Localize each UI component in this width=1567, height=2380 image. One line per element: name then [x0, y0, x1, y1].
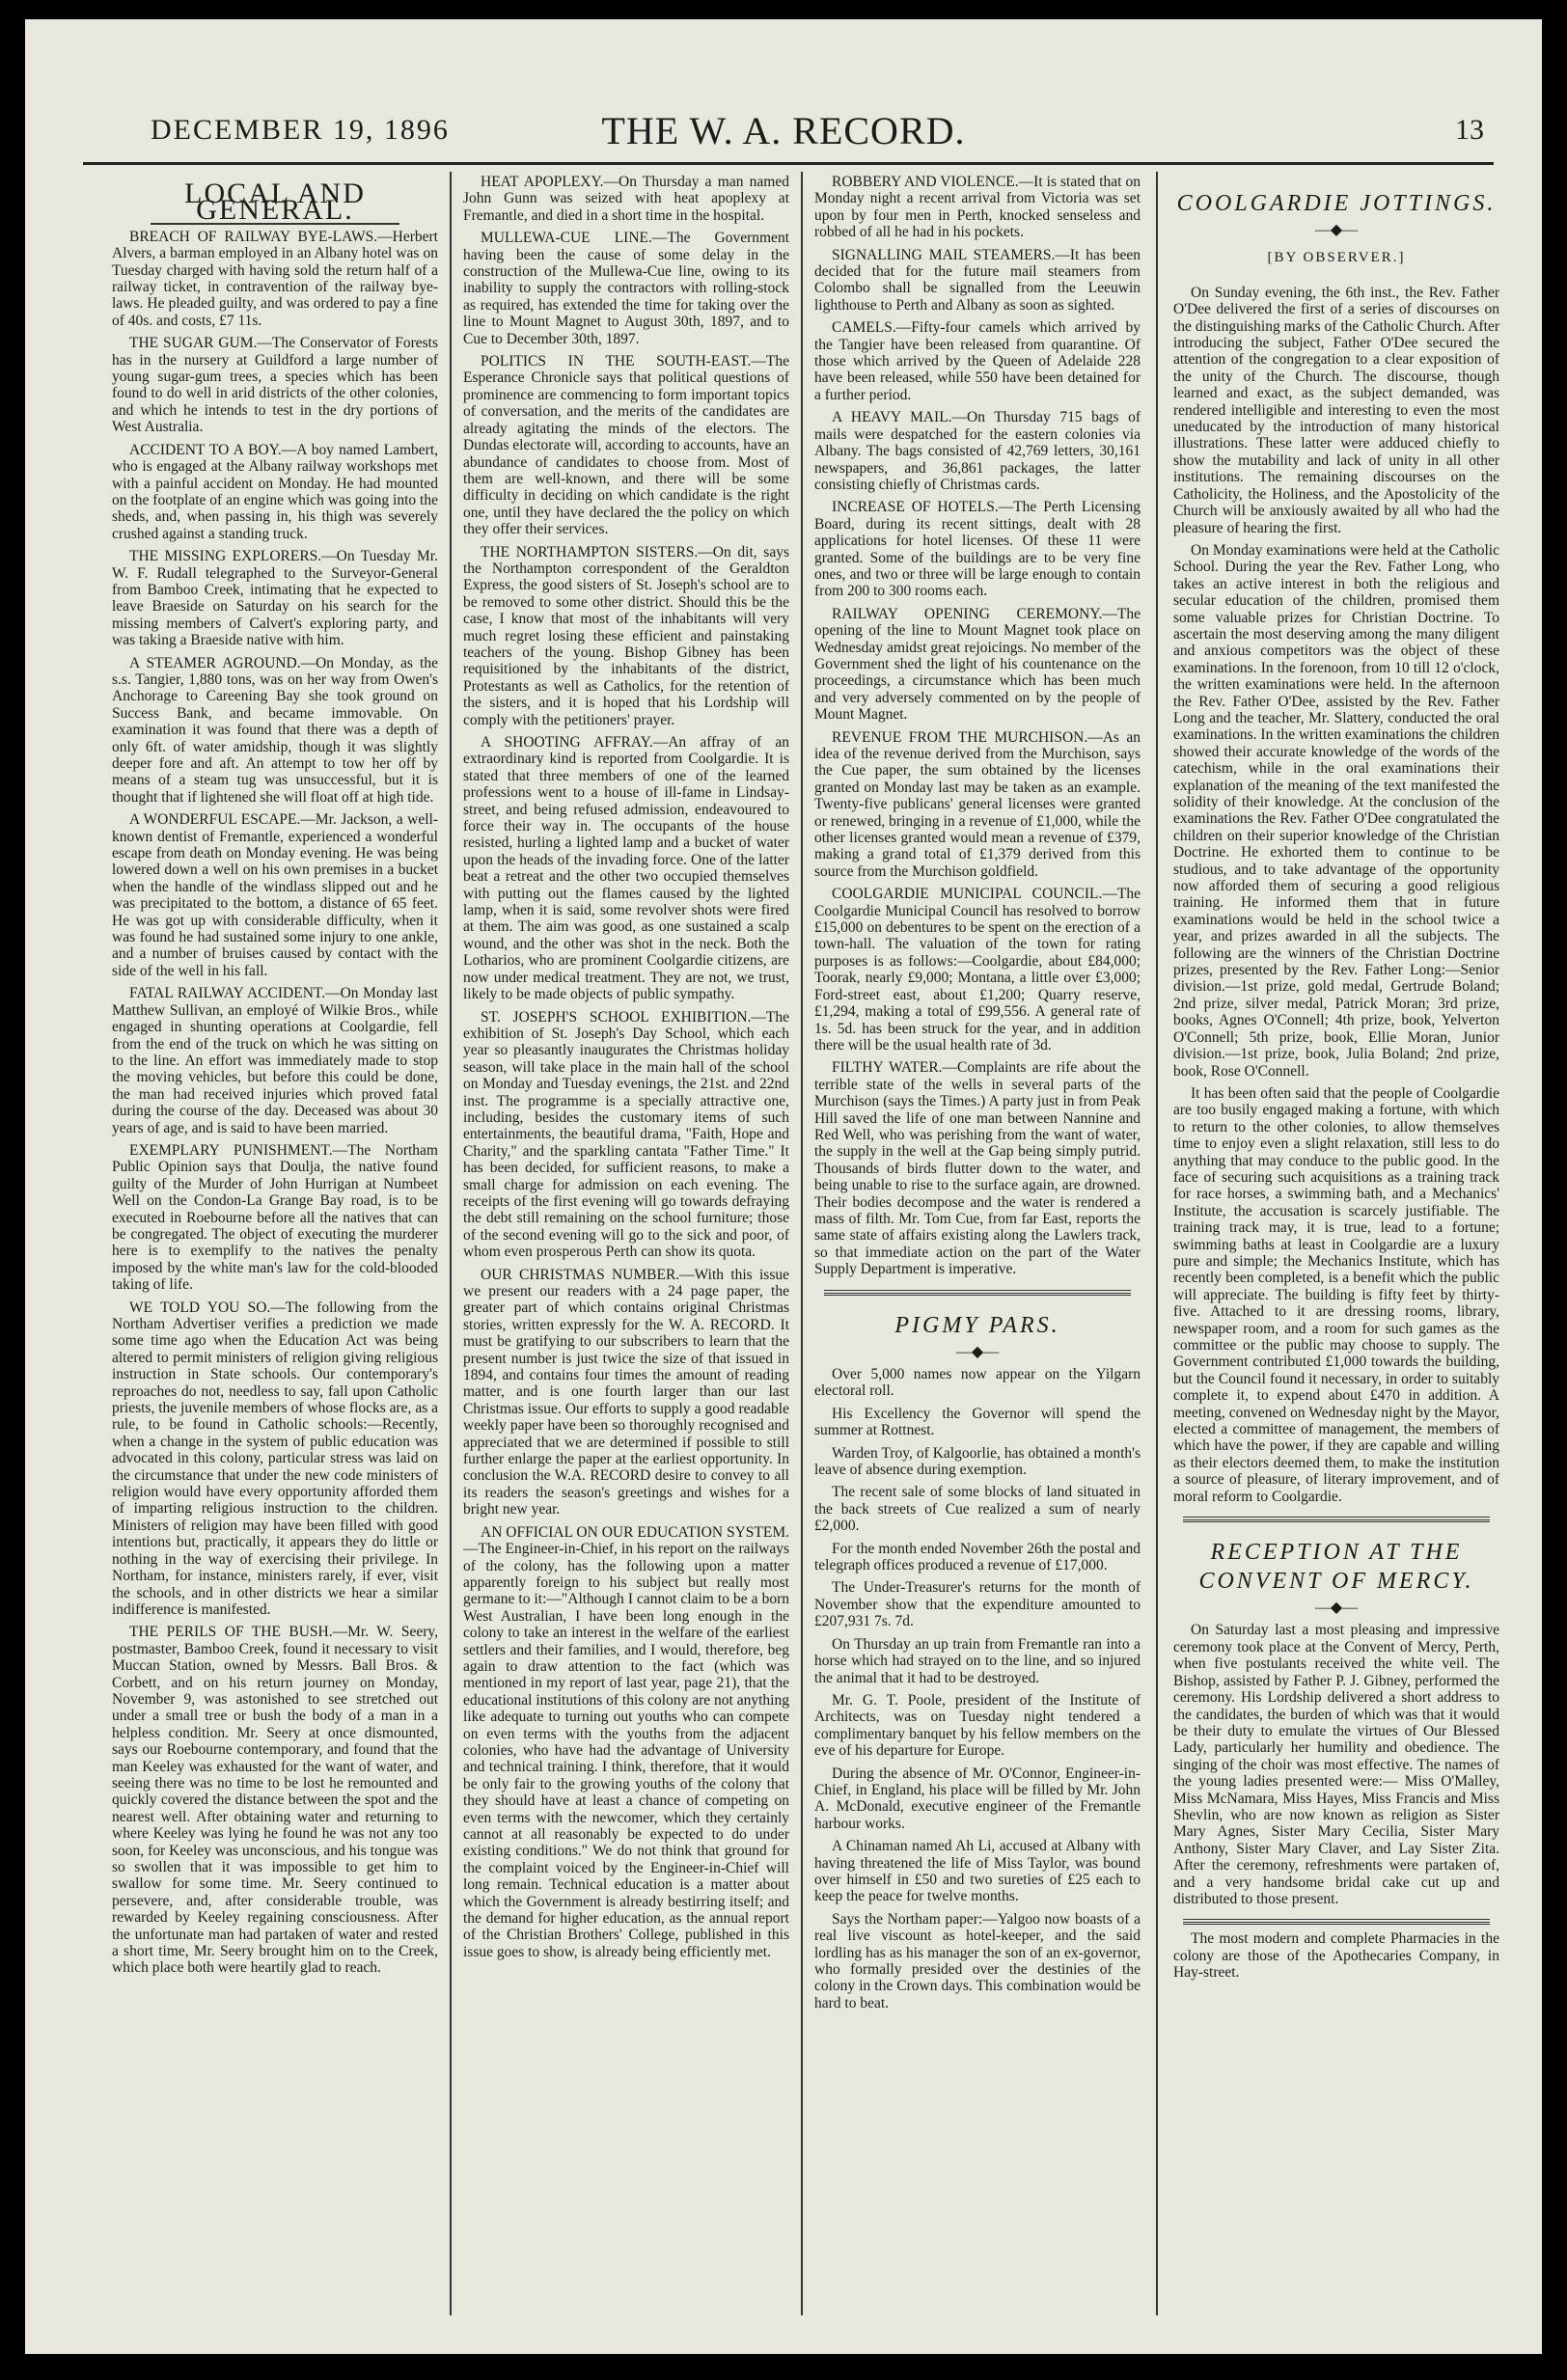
pigmy-pars-title: PIGMY PARS.	[894, 1312, 1060, 1338]
article-paragraph: INCREASE OF HOTELS.—The Perth Licensing Board, during its recent sittings, dealt with 28 applications for hotel licenses. Of these 11 were granted. Some of the buildings are to be very fine ones, and two or three will be large enough to contain from 200 to 300 rooms each.	[814, 499, 1141, 600]
article-paragraph: THE MISSING EXPLORERS.—On Tuesday Mr. W. F. Rudall telegraphed to the Surveyor-General from Bamboo Creek, intimating that he expected to leave Braeside on Saturday on his search for the missing members of Calvert's exploring party, and was taking a Braeside native with him.	[112, 548, 438, 649]
article-paragraph: FILTHY WATER.—Complaints are rife about the terrible state of the wells in several parts of the Murchison (says the Times.) A party just in from Peak Hill saved the life of one man between Nannine and Red Well, who was perishing from the want of water, the supply in the well at the Gap being simply putrid. Thousands of birds flutter down to the water, and being unable to rise to the surface again, are drowned. Their bodies decompose and the water is rendered a mass of filth. Mr. Tom Cue, from far East, reports the same state of affairs existing along the Lawlers track, so that immediate action on the part of the Water Supply Department is imperative.	[814, 1059, 1141, 1278]
column-1	[112, 174, 438, 2315]
article-paragraph: On Saturday last a most pleasing and impressive ceremony took place at the Convent of Mercy, Perth, when five postulants received the white veil. The Bishop, assisted by Father P. J. Gibney, performed the ceremony. His Lordship delivered a short address to the candidates, the burden of which was that it would be their duty to emulate the virtues of Our Blessed Lady, particularly her humility and obedience. The singing of the choir was most effective. The names of the young ladies presented were:— Miss O'Malley, Miss McNamara, Miss Hayes, Miss Francis and Miss Shevlin, who are now known as religion as Sister Mary Agnes, Sister Mary Cecilia, Sister Mary Anthony, Sister Mary Claver, and Lay Sister Zita. After the ceremony, refreshments were partaken of, and a very handsome bridal cake cut up and distributed to those present.	[1173, 1622, 1499, 1907]
newspaper-page	[25, 19, 1542, 2354]
article-paragraph: RAILWAY OPENING CEREMONY.—The opening of the line to Mount Magnet took place on Wednesday amidst great rejoicings. No member of the Government shed the light of his countenance on the proceedings, a circumstance which has been much and very adversely commented on by the people of Mount Magnet.	[814, 605, 1141, 724]
article-paragraph: The recent sale of some blocks of land situated in the back streets of Cue realized a sum of nearly £2,000.	[814, 1484, 1141, 1535]
section-rule	[1183, 1919, 1490, 1925]
article-paragraph: AN OFFICIAL ON OUR EDUCATION SYSTEM.—The Engineer-in-Chief, in his report on the railways of the colony, has the following upon a matter apparently foreign to his subject but really most germane to it:—"Although I cannot claim to be a born West Australian, I have been long enough in the colony to take an interest in the welfare of the earliest settlers and their families, and I would, therefore, beg again to draw attention to the fact (which was mentioned in my report of last year, page 21), that the educational institutions of this colony are not anything like adequate to turning out youths who can compete on even terms with the youths from the adjacent colonies, who have had the advantage of University and technical training. I think, therefore, that it would be only fair to the growing youths of the colony that they should have at least a chance of competing on even terms with the newcomer, which they certainly cannot at all reasonably be expected to do under existing conditions." We do not think that ground for the complaint voiced by the Engineer-in-Chief will long remain. Technical education is a matter about which the Government is already bestirring itself; and the demand for higher education, as the annual report of the Christian Brothers' College, published in this issue goes to show, is already being efficiently met.	[463, 1523, 789, 1960]
column-4	[1173, 174, 1499, 2315]
issue-date: DECEMBER 19, 1896	[151, 114, 450, 146]
article-paragraph: It has been often said that the people of Coolgardie are too busily engaged making a fortune, with which to return to the other colonies, to allow themselves time to enjoy even a slight relaxation, still less to do anything that may conduce to the public good. In the face of securing such acquisitions as a training track for race horses, a swimming bath, and a Mechanics' Institute, the accusation is scarcely justifiable. The training track may, it is true, lead to a fortune; swimming baths at least in Coolgardie are a luxury pure and simple; the Mechanics Institute, which has recently been completed, is a benefit which the public will appreciate. The building is fifty feet by thirty-five. Attached to it are dressing rooms, library, newspaper room, and a room for such games as the committee or the public may choose to supply. The Government contributed £1,000 towards the building, but the Council found it necessary, in order to suitably complete it, to expend about £470 in addition. A meeting, convened on Wednesday night by the Mayor, elected a committee of management, the members of which have the power, if they are capable and willing as their electors deemed them, to make the institution a source of pleasure, of literary improvement, and of moral reform to Coolgardie.	[1173, 1084, 1499, 1505]
article-paragraph: THE PERILS OF THE BUSH.—Mr. W. Seery, postmaster, Bamboo Creek, found it necessary to visit Muccan Station, owned by Messrs. Ball Bros. & Corbett, and on his return journey on Monday, November 9, was astonished to see stretched out under a small tree or bush the body of a man in a helpless condition. Mr. Seery at once dismounted, says our Roebourne contemporary, and found that the man Keeley was exhausted for the want of water, and seeing there was no time to be lost he remounted and quickly covered the distance between the spot and the nearest well. After obtaining water and returning to where Keeley was lying he found he was not any too soon, for Keeley was unconscious, and his tongue was so swollen that it was impossible to get him to swallow for some time. Mr. Seery continued to persevere, and, after considerable trouble, was rewarded by Keeley regaining consciousness. After the unfortunate man had partaken of water and rested a short time, Mr. Seery brought him on to the Creek, which place both were heartily glad to reach.	[112, 1624, 438, 1977]
article-paragraph: CAMELS.—Fifty-four camels which arrived by the Tangier have been released from quarantine. Of those which arrived by the Queen of Adelaide 228 have been released, while 550 have been detained for a further period.	[814, 319, 1141, 403]
article-paragraph: A HEAVY MAIL.—On Thursday 715 bags of mails were despatched for the eastern colonies via Albany. The bags consisted of 42,769 letters, 30,161 newspapers, and 36,861 packages, the latter consisting chiefly of Christmas cards.	[814, 409, 1141, 493]
article-paragraph: For the month ended November 26th the postal and telegraph offices produced a revenue of £17,000.	[814, 1540, 1141, 1574]
header-rule	[83, 162, 1494, 165]
article-list	[1173, 1622, 1499, 1907]
page-header	[64, 106, 1503, 154]
ornament-rule: —◆—	[955, 1343, 1000, 1360]
article-paragraph: The Under-Treasurer's returns for the month of November show that the expenditure amounted to £207,931 7s. 7d.	[814, 1579, 1141, 1630]
byline: [BY OBSERVER.]	[1267, 250, 1406, 266]
article-list	[814, 1366, 1141, 2011]
article-paragraph: EXEMPLARY PUNISHMENT.—The Northam Public Opinion says that Doulja, the native found guilty of the Murder of John Hurrigan at Numbeet Well on the Condon-La Grange Bay road, is to be executed in Roebourne before all the natives that can be congregated. The object of executing the murderer here is to exemplify to the natives the penalty imposed by the white man's law for the cold-blooded taking of life.	[112, 1141, 438, 1294]
masthead-title: THE W. A. RECORD.	[601, 109, 966, 152]
article-paragraph: On Monday examinations were held at the Catholic School. During the year the Rev. Father Long, who takes an active interest in both the religious and secular education of the children, promised them some valuable prizes for Christian Doctrine. To ascertain the most deserving among the many diligent and anxious competitors was the object of these examinations. In the forenoon, from 10 till 12 o'clock, the written examinations were held. In the afternoon the Rev. Father O'Dee, assisted by the Rev. Father Long and the teacher, Mr. Slattery, conducted the oral examinations. In the written examinations the children showed their accurate knowledge of the words of the catechism, while in the oral examinations their explanation of the meaning of the text manifested the solidity of their knowledge. At the conclusion of the examinations the Rev. Father O'Dee congratulated the children on their superior knowledge of the Christian Doctrine. He exhorted them to continue to be studious, and to take advantage of the opportunity now afforded them of securing a good religious training. He informed them that in future examinations would be held in the school twice a year, and prizes awarded in all the subjects. The following are the winners of the Christian Doctrine prizes, presented by the Rev. Father Long:—Senior division.—1st prize, gold medal, Gertrude Boland; 2nd prize, silver medal, Patrick Moran; 3rd prize, books, Agnes O'Connell; 4th prize, book, Yelverton O'Connell; 5th prize, book, Ellie Moran, Junior division.—1st prize, book, Julia Boland; 2nd prize, book, Rose O'Connell.	[1173, 541, 1499, 1080]
article-paragraph: ROBBERY AND VIOLENCE.—It is stated that on Monday night a recent arrival from Victoria was set upon by four men in Perth, knocked senseless and robbed of all he had in his pockets.	[814, 174, 1141, 241]
article-paragraph: On Sunday evening, the 6th inst., the Rev. Father O'Dee delivered the first of a series of discourses on the distinguishing marks of the Catholic Church. After introducing the subject, Father O'Dee secured the attention of the congregation to a clear exposition of the unity of the Church. The discourse, though learned and exact, as the subject demanded, was rendered intelligible and interesting to even the most uneducated by the introduction of many historical illustrations. These latter were adduced chiefly to show the mutability and lack of unity in all other institutions. The remaining discourses on the Catholicity, the Holiness, and the Apostolicity of the Church will be anxiously awaited by all who had the pleasure of hearing the first.	[1173, 284, 1499, 536]
column-2	[463, 174, 789, 2315]
article-list	[814, 174, 1141, 1278]
article-paragraph: On Thursday an up train from Fremantle ran into a horse which had strayed on to the line, and so injured the animal that it had to be destroyed.	[814, 1635, 1141, 1686]
article-paragraph: A Chinaman named Ah Li, accused at Albany with having threatened the life of Miss Taylor, was bound over himself in £50 and two sureties of £25 each to keep the peace for twelve months.	[814, 1838, 1141, 1905]
article-paragraph: FATAL RAILWAY ACCIDENT.—On Monday last Matthew Sullivan, an employé of Wilkie Bros., while engaged in shunting operations at Coolgardie, fell from the end of the truck on which he was sitting on to the line. An effort was immediately made to stop the moving vehicles, but before this could be done, the man had received injuries which proved fatal during the course of the day. Deceased was about 30 years of age, and is said to have been married.	[112, 985, 438, 1136]
section-rule	[1183, 1517, 1490, 1522]
page-number: 13	[1455, 114, 1484, 146]
article-paragraph: THE SUGAR GUM.—The Conservator of Forests has in the nursery at Guildford a large number of young sugar-gum trees, a species which has been found to do well in arid districts of the other colonies, and which he intends to test in the dry portions of West Australia.	[112, 335, 438, 436]
advertisement: The most modern and complete Pharmacies in the colony are those of the Apothecaries Company, in Hay-street.	[1173, 1930, 1499, 1982]
article-paragraph: ACCIDENT TO A BOY.—A boy named Lambert, who is engaged at the Albany railway workshops met with a painful accident on Monday. He had mounted on the footplate of an engine which was going into the sheds, and, when passing in, his thigh was severely crushed against a standing truck.	[112, 441, 438, 542]
column-3	[814, 174, 1141, 2315]
column-divider	[1156, 172, 1158, 2315]
ornament-rule: —◆—	[1314, 222, 1359, 238]
article-paragraph: BREACH OF RAILWAY BYE-LAWS.—Herbert Alvers, a barman employed in an Albany hotel was on Tuesday charged with having sold the return half of a railway ticket, in contravention of the railway bye-laws. He pleaded guilty, and was ordered to pay a fine of 40s. and costs, £7 11s.	[112, 228, 438, 329]
article-paragraph: REVENUE FROM THE MURCHISON.—As an idea of the revenue derived from the Murchison, says the Cue paper, the sum obtained by the licenses granted on Monday last may be taken as an example. Twenty-five publicans' general licenses were granted or renewed, bringing in a revenue of £1,000, while the other licenses granted would mean a revenue of £379, making a grand total of £1,379 derived from this source from the Murchison goldfield.	[814, 728, 1141, 880]
article-paragraph: SIGNALLING MAIL STEAMERS.—It has been decided that for the future mail steamers from Colombo shall be signalled from the Leeuwin lighthouse to Perth and Albany as soon as sighted.	[814, 246, 1141, 314]
article-paragraph: COOLGARDIE MUNICIPAL COUNCIL.—The Coolgardie Municipal Council has resolved to borrow £15,000 on debentures to be spent on the erection of a town-hall. The valuation of the town for rating purposes is as follows:—Coolgardie, about £84,000; Toorak, nearly £9,000; Montana, a little over £3,000; Ford-street east, about £1,200; Quarry reserve, £1,294, making a total of £99,556. A general rate of 1s. 5d. has been struck for the year, and in addition there will be the usual health rate of 3d.	[814, 886, 1141, 1053]
local-general-title: LOCAL AND GENERAL.	[184, 178, 366, 227]
column-divider	[801, 172, 803, 2315]
article-paragraph: A WONDERFUL ESCAPE.—Mr. Jackson, a well-known dentist of Fremantle, experienced a wonderful escape from death on Monday evening. He was being lowered down a well on his own premises in a bucket when the handle of the windlass slipped out and he was precipitated to the bottom, a distance of 65 feet. He was got up with considerable difficulty, when it was found he had sustained some injury to one ankle, and a number of bruises caused by contact with the side of the well in his fall.	[112, 811, 438, 979]
reception-title: RECEPTION AT THE CONVENT OF MERCY.	[1198, 1540, 1474, 1595]
article-paragraph: THE NORTHAMPTON SISTERS.—On dit, says the Northampton correspondent of the Geraldton Express, the good sisters of St. Joseph's school are to be removed to some other district. Should this be the case, I know that most of the inhabitants will very much regret losing these efficient and painstaking teachers of the young. Bishop Gibney has been requisitioned by the inhabitants of the district, Protestants as well as Catholics, for the retention of the sisters, and it is hoped that his Lordship will comply with the petitioners' prayer.	[463, 543, 789, 728]
article-list	[1173, 285, 1499, 1505]
article-list	[463, 174, 789, 1960]
article-paragraph: Says the Northam paper:—Yalgoo now boasts of a real live viscount as hotel-keeper, and the said lordling has as his manager the son of an ex-governor, who formally presided over the destinies of the colony in the Crown days. This combination would be hard to beat.	[814, 1910, 1141, 2011]
coolgardie-jottings-title: COOLGARDIE JOTTINGS.	[1176, 191, 1497, 216]
article-paragraph: A SHOOTING AFFRAY.—An affray of an extraordinary kind is reported from Coolgardie. It is stated that three members of one of the learned professions went to a house of ill-fame in Lindsay-street, and being refused admission, endeavoured to force their way in. The occupants of the house resisted, hurling a lighted lamp and a bucket of water upon the heads of the invading force. One of the latter beat a retreat and the other two occupied themselves with putting out the flames caused by the lighted lamp, when it is said, some revolver shots were fired at them. The aim was good, as one sustained a scalp wound, and the other was shot in the neck. Both the Lotharios, who are prominent Coolgardie citizens, are now under medical treatment. They are not, we trust, likely to be made objects of public sympathy.	[463, 734, 789, 1003]
article-paragraph: Over 5,000 names now appear on the Yilgarn electoral roll.	[814, 1366, 1141, 1400]
article-paragraph: HEAT APOPLEXY.—On Thursday a man named John Gunn was seized with heat apoplexy at Fremantle, and died in a short time in the hospital.	[463, 174, 789, 224]
article-paragraph: A STEAMER AGROUND.—On Monday, as the s.s. Tangier, 1,880 tons, was on her way from Owen's Anchorage to Careening Bay she took ground on Success Bank, and became immovable. On examination it was found that there was a depth of only 6ft. of water amidship, though it was slightly deeper fore and aft. An attempt to tow her off by means of a steam tug was unsuccessful, but it is thought that if lightened she will float off at high tide.	[112, 654, 438, 806]
ornament-rule: —◆—	[1314, 1600, 1359, 1617]
article-paragraph: WE TOLD YOU SO.—The following from the Northam Advertiser verifies a prediction we made some time ago when the Education Act was being altered to permit ministers of religion giving religious instruction in State schools. Our contemporary's reproaches do not, needless to say, fall upon Catholic priests, the juvenile members of whose flocks are, as a rule, to be found in Catholic schools:—Recently, when a change in the system of public education was advocated in this colony, particular stress was laid on the circumstance that under the new code ministers of religion would have every opportunity afforded them of imparting religious instruction to the children. Ministers of religion may have been filled with good intentions but, practically, it appears they do little or nothing in the way of exercising their privilege. In Northam, for instance, ministers rarely, if ever, visit the schools, and in other districts we hear a similar indifference is manifested.	[112, 1299, 438, 1618]
article-paragraph: His Excellency the Governor will spend the summer at Rottnest.	[814, 1405, 1141, 1439]
article-paragraph: POLITICS IN THE SOUTH-EAST.—The Esperance Chronicle says that political questions of prominence are commencing to form important topics of conversation, and the merits of the candidates are already agitating the minds of the electors. The Dundas electorate will, according to accounts, have an abundance of candidates to choose from. Most of them are well-known, and there will be some difficulty in deciding on which candidate is the right one, until they have declared the the policy on which they offer their services.	[463, 353, 789, 538]
article-paragraph: MULLEWA-CUE LINE.—The Government having been the cause of some delay in the construction of the Mullewa-Cue line, owing to its inability to supply the contractors with rolling-stock as required, has extended the time for taking over the line to Mount Magnet to August 30th, 1897, and to Cue to December 30th, 1897.	[463, 230, 789, 347]
section-rule	[824, 1290, 1131, 1296]
column-divider	[450, 172, 452, 2315]
article-paragraph: During the absence of Mr. O'Connor, Engineer-in-Chief, in England, his place will be filled by Mr. John A. McDonald, executive engineer of the Fremantle harbour works.	[814, 1764, 1141, 1832]
article-list	[112, 229, 438, 1977]
article-paragraph: ST. JOSEPH'S SCHOOL EXHIBITION.—The exhibition of St. Joseph's Day School, which each year so pleasantly inaugurates the Christmas holiday season, will take place in the main hall of the school on Monday and Tuesday evenings, the 21st. and 22nd inst. The programme is a specially attractive one, including, besides the customary items of such entertainments, the beautiful drama, "Faith, Hope and Charity," and the sparkling cantata "Father Time." It has been decided, for sufficient reasons, to make a small charge for admission on each evening. The receipts of the first evening will go towards defraying the debt still remaining on the school furniture; those of the second evening will go to the sick and poor, of whom even prosperous Perth can show its quota.	[463, 1008, 789, 1261]
article-paragraph: Warden Troy, of Kalgoorlie, has obtained a month's leave of absence during exemption.	[814, 1444, 1141, 1479]
article-paragraph: Mr. G. T. Poole, president of the Institute of Architects, was on Tuesday night tendered a complimentary banquet by his fellow members on the eve of his departure for Europe.	[814, 1691, 1141, 1760]
article-paragraph: OUR CHRISTMAS NUMBER.—With this issue we present our readers with a 24 page paper, the greater part of which contains original Christmas stories, written expressly for the W. A. RECORD. It must be gratifying to our subscribers to learn that the present number is just twice the size of that issued in 1894, and contains four times the amount of reading matter, and is one fourth larger than our last Christmas issue. Our efforts to supply a good readable weekly paper have been so thoroughly recognised and appreciated that we are determined if possible to still further enlarge the paper at the earliest opportunity. In conclusion the W.A. RECORD desire to convey to all its readers the season's greetings and wishes for a bright new year.	[463, 1266, 789, 1518]
